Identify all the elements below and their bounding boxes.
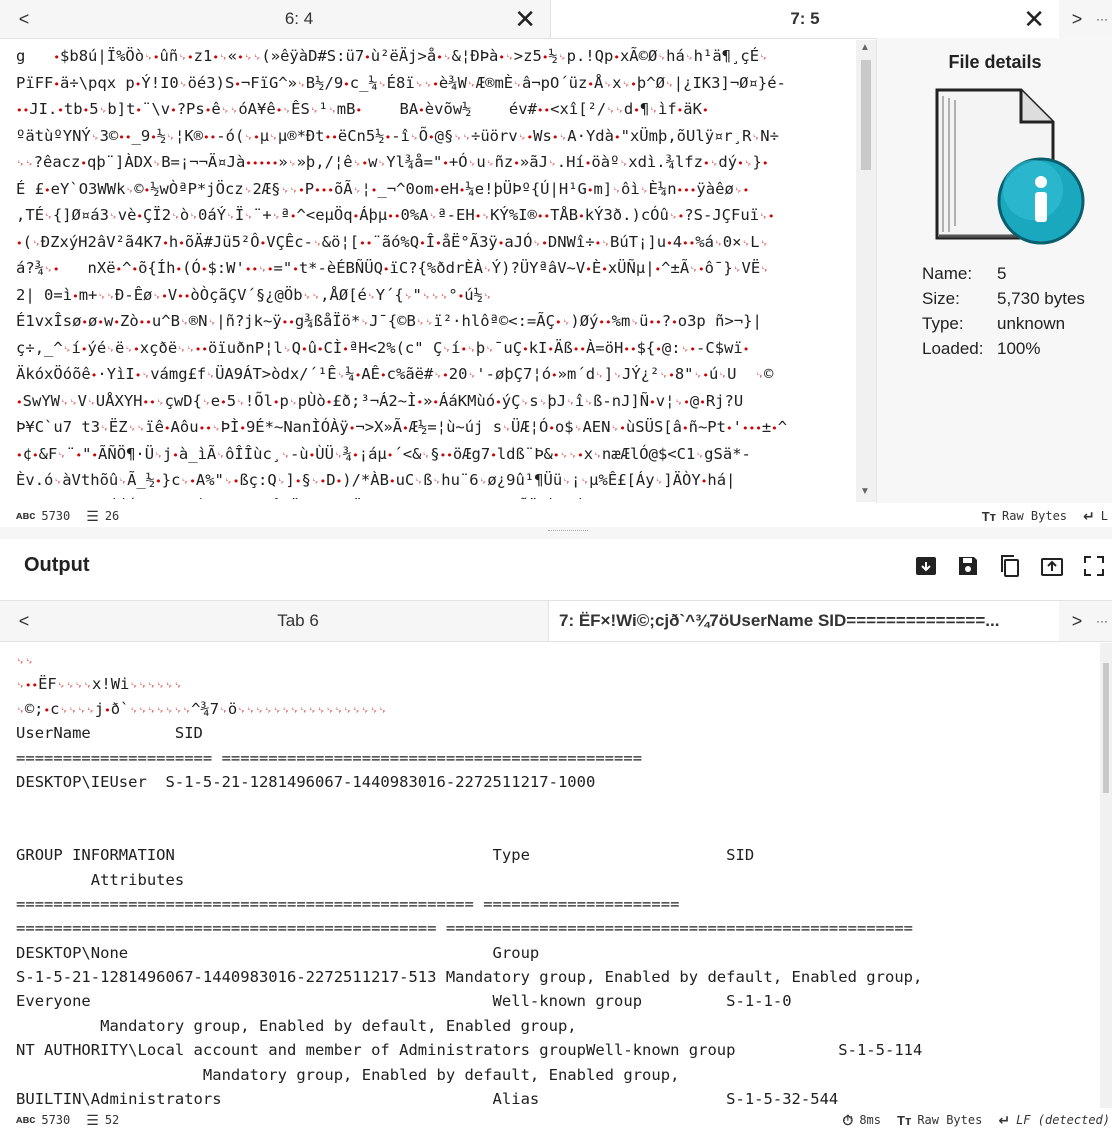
tab-label: 7: 5 — [790, 9, 820, 28]
text-line — [16, 495, 852, 500]
text-line: ••JI.•tb•5␊b]t•¨\v•?Ps•ê␊␊óA¥ê•␊ÊS␊¹␊mB• BA•èvõw½ év#••<xî[²/␊␊d•¶␊ìf•äK• — [16, 100, 709, 118]
scroll-up-icon[interactable]: ▲ — [860, 42, 870, 53]
text-line: É1vxÎsø•ø•w•Zò••u^B␊®N␊|ñ?jk~ÿ••g¾ßåÏö*␊J¯{©B␊␊ï²·hlôª©<:=ÃÇ•␊)Øý••%m␊ü••?•o3p ñ>¬}| — [16, 312, 762, 330]
abc-icon: ᴀʙᴄ — [16, 1114, 36, 1126]
return-icon: ↵ — [1083, 507, 1095, 524]
detail-type: Type: unknown — [922, 314, 1066, 333]
text-line: •(␊ÐZxýH2âV²ã4K7•h•õÄ#Jü5²Ô•VÇÊc-␊&ö¦[••¨ãó%Q•Î•åË°Ã3ÿ•aJÓ␊•DNWî÷•␊BúT¡]u•4••%á␊0×␊L␊ — [16, 232, 769, 251]
text-line: 2| 0=ì•m+␊␊Ð-Êø␊•V••òÒçãÇV´§¿@Öb␊␊,ÅØ[é␊Y´{␊"␊␊␊°•ú½␊ — [16, 285, 492, 304]
text-line — [16, 794, 1106, 818]
output-header — [0, 540, 1112, 592]
text-line: ,TÉ␊{]Ø¤á3␊vè•ÇÏ2␊ò␊0áÝ␊Ï␊¨+␊ª•^<eµÖq•Áþµ••0%A␊ª-EH•␊KÝ%I®••TÅB•kÝ3ð.)cÓû␊•?S-JÇFuï␊• — [16, 206, 775, 224]
text-line: Everyone Well-known group S-1-1-0 — [16, 992, 792, 1011]
text-line: Mandatory group, Enabled by default, Enabled group, — [202, 1065, 680, 1084]
text-line: DESKTOP\IEUser S-1-5-21-1281496067-1440983016-2272511217-1000 — [16, 772, 596, 791]
lines-icon: ☰ — [86, 507, 99, 524]
file-details-title: File details — [948, 52, 1042, 72]
tab-input-6[interactable] — [48, 0, 551, 38]
abc-icon: ᴀʙᴄ — [16, 510, 36, 522]
input-text-area[interactable] — [16, 44, 852, 499]
tab-input-7[interactable] — [551, 0, 1059, 38]
text-line: NT AUTHORITY\Local account and member of Administrators groupWell-known group S-1-5-114 — [16, 1041, 923, 1060]
input-format-button[interactable]: Tт Raw Bytes — [981, 508, 1068, 524]
replace-input-icon[interactable] — [1038, 552, 1066, 580]
text-line: ␊␊ — [16, 655, 34, 668]
output-length: ᴀʙᴄ 5730 — [16, 1113, 71, 1127]
output-format-button[interactable]: Tт Raw Bytes — [897, 1112, 983, 1128]
text-line: á?¾␊• nXë•^•õ{Íh•(Ó•$:W'••␊•="•t*-èÉBÑÜQ•ïC?{%ðdrÈÀ␊Ý)?ÜYªâV~V•È•xÜÑµ|•^±Ã␊•ô¯}␊VË␊ — [16, 259, 769, 277]
close-icon[interactable]: ✕ — [514, 3, 536, 34]
output-status-bar — [0, 1108, 1112, 1132]
input-tabs-scroll-left[interactable]: < — [18, 8, 30, 29]
input-status-bar — [0, 503, 1112, 529]
text-format-icon: Tт — [897, 1112, 912, 1128]
text-format-icon: Tт — [981, 508, 996, 524]
output-scrollbar-thumb[interactable] — [1103, 663, 1109, 793]
file-info-icon — [929, 86, 1089, 256]
file-details-panel — [876, 38, 1112, 503]
tab-output-6[interactable] — [48, 601, 549, 641]
text-line: PïFF•ä÷\pqx p•Ý!I0␊öé3)S•¬FïG^»␊B½/9•c_¼␊É8ï␊␊•è¾W␊Æ®mÈ␊â¬pO´üz•Å␊x␊•þ^Ø␊|¿IK3]¬Ø¤}é- — [16, 73, 786, 92]
tab-label: 6: 4 — [284, 9, 314, 28]
input-tabs-scroll-right[interactable]: > — [1071, 8, 1083, 29]
output-scrollbar[interactable] — [1100, 643, 1112, 1108]
input-eol-button[interactable]: ↵ L — [1083, 507, 1108, 524]
text-line: É £•eY`O3WWk␊©•½wÒªP*jÖcz␊2Æ§␊␊•P•••õÃ␊¦•_¬^0om•eH•¼e!þÜÞº{Ú|H¹G•m]␊ôì␊È¼n•••ÿàêø␊• — [16, 179, 750, 198]
detail-name: Name: 5 — [922, 264, 1007, 283]
tab-label: 7: ËF×!Wi©;cjð`^¾7öUserName SID==============... — [559, 611, 1000, 630]
scroll-down-icon[interactable]: ▼ — [860, 486, 870, 497]
output-title: Output — [24, 554, 90, 576]
pane-divider[interactable] — [0, 527, 1112, 539]
return-icon: ↵ — [998, 1111, 1011, 1128]
copy-icon[interactable] — [996, 552, 1024, 580]
output-tab-bar — [0, 600, 1112, 642]
text-line: Þ¥C`u7 t3␊ËZ␊␊ïê•Aôu••␊ÞÌ•9É*~NanÌÓÀÿ•¬>X»Ã•Æ½=¦ù~új s␊ÜÆ¦Ó•o$␊AEN␊•ùSÜS[â•ñ~Pt•'•••±•^ — [16, 418, 788, 436]
text-line: DESKTOP\None Group — [16, 943, 540, 962]
close-icon[interactable]: ✕ — [1023, 3, 1045, 34]
output-eol-button[interactable]: ↵ LF (detected) — [998, 1111, 1110, 1128]
save-icon[interactable] — [954, 552, 982, 580]
more-options-icon[interactable]: ··· — [1096, 12, 1108, 26]
text-line: S-1-5-21-1281496067-1440983016-2272511217-513 Mandatory group, Enabled by default, Enabled group, — [16, 968, 923, 987]
text-line: ===================== ============================================= — [16, 748, 643, 767]
resize-grip[interactable] — [548, 530, 588, 533]
tab-output-7[interactable] — [549, 601, 1059, 641]
maximize-icon[interactable] — [1080, 552, 1108, 580]
input-length: ᴀʙᴄ 5730 — [16, 509, 71, 523]
text-line: ç÷,_^␊í•ýé␊ë␊•xçðë␊␊••öïuðnP¦l␊Q•û•CÌ•ªH<2%(c" Ç␊í•␊þ␊¯uÇ•kI•Äß••À=öH••${•@:␊•-C$wï• — [16, 338, 750, 357]
text-line: g •$b8ú|Ï%Öò␊•ûñ␊•z1•␊«•␊␊(»êÿàD#S:ü7•ù²ëÄj>å•␊&¦ÐÞà•␊>z5•½␊p.!Qp•xÃ©Ø␊há␊h¹ä¶¸çÉ␊ — [16, 47, 768, 65]
input-scrollbar-thumb[interactable] — [861, 60, 871, 170]
text-line: ␊••ËF␊␊␊␊x!Wi␊␊␊␊␊␊ — [16, 675, 183, 694]
input-lines: ☰ 26 — [86, 507, 120, 524]
text-line: ␊␊?êacz•qþ¨]ÀDX␊B=¡¬¬Ä¤Jà•••••»␊»þ,/¦ê␊•w␊Yl¾å="•+Ó␊u␊ñz•»ãJ␊.Hí•öàº␊xdì.¾lfz•␊dý•␊}• — [16, 153, 769, 171]
text-line: UserName SID — [16, 724, 203, 743]
text-line: ␊©;•c␊␊␊␊j•ð`␊␊␊␊␊␊␊^¾7␊ö␊␊␊␊␊␊␊␊␊␊␊␊␊␊␊␊␊ — [16, 699, 388, 718]
detail-loaded: Loaded: 100% — [922, 339, 1041, 358]
text-line: ºätùºYNÝ␊3©••_9•½␊¦K®••-ó(␊•µ␊µ®*Ðt••ëCn5½•-î␊Õ•@§␊␊÷üörv␊•Ws•␊A·Ydà•"xÜmþ,õUlÿ¤r¸R␊N÷ — [16, 126, 779, 145]
text-line: ============================================= ================================================== — [16, 919, 913, 938]
text-line — [16, 819, 1106, 843]
more-options-icon[interactable]: ··· — [1096, 614, 1108, 628]
output-lines: ☰ 52 — [86, 1111, 120, 1128]
text-line: Mandatory group, Enabled by default, Enabled group, — [100, 1016, 577, 1035]
output-tabs-scroll-left[interactable]: < — [18, 610, 30, 631]
detail-size: Size: 5,730 bytes — [922, 289, 1085, 308]
text-line: ÄkóxÖóõê•·YìI•␊vámg£f␊ÜA9ÁT>òdx/´¹Ê␊¼•AÊ•c%ãë#␊•20␊'-øþÇ7¦ó•»m´d␊]␊JÝ¿²␊•8"␊•ú␊U ␊© — [16, 365, 774, 383]
text-line: •¢•&F␊¨•"•ÃÑÖ¶·Ü␊j•à_ìÃ␊ôÎÎùc¸␊-ù•ÙÜ␊¾•¡áµ•´<&␊§••öÆg7•ldß¨Þ&•␊␊•x␊næÆlÓ@$<C1␊gSä*- — [16, 444, 751, 463]
text-line: GROUP INFORMATION Type SID — [16, 846, 755, 865]
tab-label: Tab 6 — [277, 611, 319, 630]
lines-icon: ☰ — [86, 1111, 99, 1128]
output-text-area[interactable] — [16, 648, 1106, 1108]
text-line: Attributes — [90, 870, 185, 889]
bake-time: ⏱ 8ms — [842, 1111, 881, 1128]
output-tabs-scroll-right[interactable]: > — [1071, 610, 1083, 631]
input-scrollbar[interactable] — [856, 40, 876, 502]
text-line: Èv.ó␊àVthõû␊Ã_½•}c␊•A%"␊•ßç:Q␊]•§␊•D•)/*ÀB•uC␊ß␊hu¨6␊ø¿9û¹¶Üü␊¡␊µ%Ê£[Áy␊]ÄÒY•há| — [16, 471, 736, 489]
text-line: BUILTIN\Administrators Alias S-1-5-32-544 — [16, 1090, 839, 1108]
text-line: •SwYW␊␊V␊UÅXYH••␊çwD{␊e•5␊!Õl•p␊pÙò•£ð;³¬Á2~Ì•»•ÁáKMùó•ýÇ␊s␊þJ␊î␊ß-nJ]Ñ•v¦␊•@•Rj?U — [16, 391, 744, 410]
input-tab-bar — [0, 0, 1112, 39]
save-to-archive-icon[interactable] — [912, 552, 940, 580]
clock-icon: ⏱ — [842, 1111, 854, 1128]
text-line: ================================================= ===================== — [16, 894, 680, 913]
